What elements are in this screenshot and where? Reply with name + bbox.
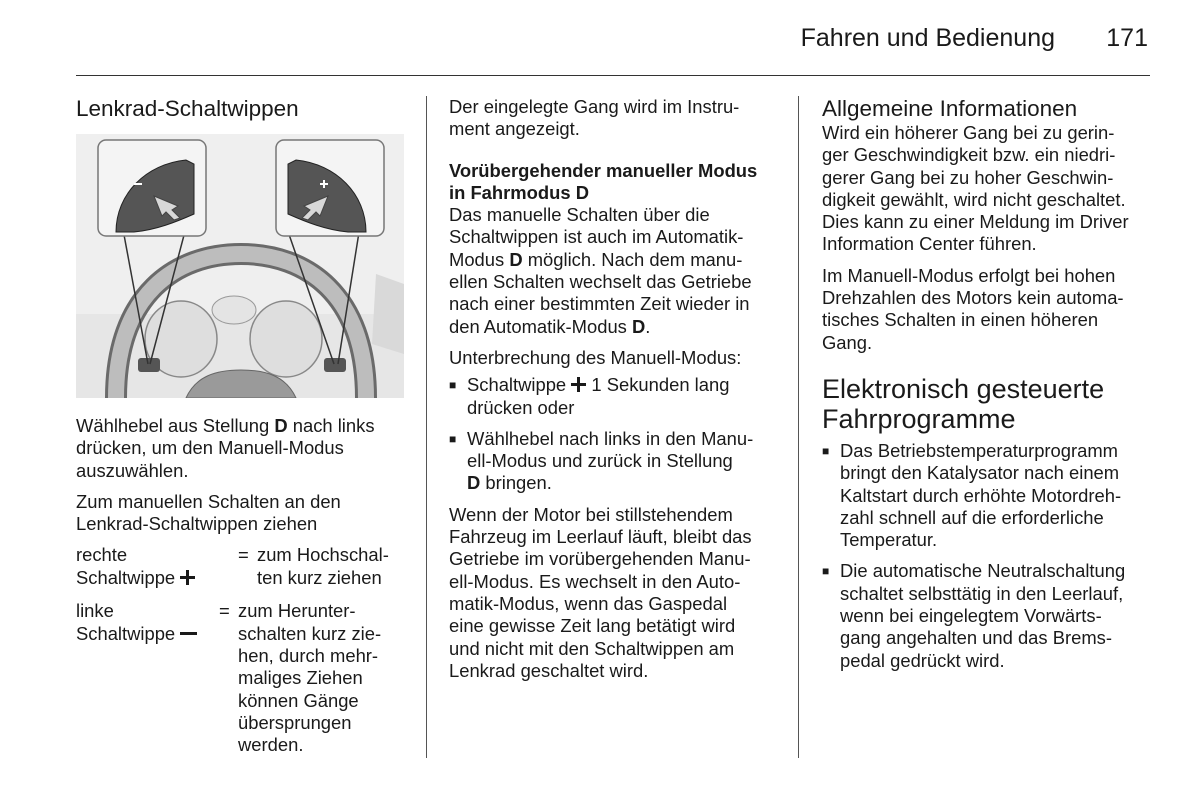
- steering-wheel-illustration: [76, 134, 404, 398]
- running-header-title: Fahren und Bedienung: [800, 24, 1055, 52]
- paragraph-gear-display: Der eingelegte Gang wird im Instru- ment angezeigt.: [449, 96, 740, 140]
- minus-icon: [180, 626, 197, 641]
- list-item: ■ Schaltwippe 1 Sekunden lang drücken oder: [449, 374, 730, 418]
- definition-term: linke Schaltwippe: [76, 600, 197, 645]
- column-2: [449, 96, 789, 682]
- bullet-marker: ■: [822, 443, 830, 458]
- plus-icon: [180, 570, 195, 585]
- column-divider-1: [426, 96, 427, 758]
- section-heading-drive-programs: Elektronisch gesteuerte Fahrprogramme: [822, 373, 1105, 434]
- list-item: ■ Die automatische Neutralschaltung schaltet selbsttätig in den Leerlauf, wenn bei eingelegtem Vorwärts- gang angehalten und das Brems- pedal gedrückt wird.: [822, 560, 1126, 671]
- plus-icon: [571, 377, 586, 392]
- section-heading-general-info: Allgemeine Informationen: [822, 96, 1078, 121]
- paragraph-no-shift: Wird ein höherer Gang bei zu gerin- ger Geschwindigkeit bzw. ein niedri- gerer Gang bei zu hoher Geschwin- digkeit gewählt, wird nicht geschaltet. Dies kann zu einer Meldung im Driver Information Center führen.: [822, 122, 1129, 255]
- paragraph-interrupt: Unterbrechung des Manuell-Modus:: [449, 346, 742, 368]
- column-1-body: [76, 415, 416, 760]
- paragraph-manual-in-auto: Das manuelle Schalten über die Schaltwippen ist auch im Automatik- Modus D möglich. Nach dem manu- ellen Schalten wechselt das Getriebe nach einer bestimmten Zeit wieder in den Automatik-Modus D.: [449, 204, 752, 337]
- definition-right-paddle: [76, 544, 416, 600]
- definition-term: rechte Schaltwippe: [76, 544, 195, 589]
- column-divider-2: [798, 96, 799, 758]
- steering-wheel-drawing: [76, 134, 404, 398]
- definition-equals: =: [219, 600, 230, 622]
- paragraph-pull-paddles: Zum manuellen Schalten an den Lenkrad-Schaltwippen ziehen: [76, 490, 341, 535]
- bullet-marker: ■: [449, 431, 457, 446]
- column-1: [76, 96, 416, 122]
- column-3: [822, 96, 1162, 672]
- definition-left-paddle: [76, 600, 416, 760]
- paragraph-idle: Wenn der Motor bei stillstehendem Fahrzeug im Leerlauf läuft, bleibt das Getriebe im vorübergehenden Manu- ell-Modus. Es wechselt in den Auto- matik-Modus, wenn das Gaspedal eine gewisse Zeit lang betätigt wird und nicht mit den Schaltwippen am Lenkrad geschaltet wird.: [449, 503, 752, 681]
- page-number: 171: [1106, 24, 1148, 52]
- definition-description: zum Hochschal- ten kurz ziehen: [257, 544, 389, 588]
- paragraph-high-rpm: Im Manuell-Modus erfolgt bei hohen Drehzahlen des Motors kein automa- tisches Schalten in einen höheren Gang.: [822, 264, 1124, 353]
- definition-equals: =: [238, 544, 249, 566]
- bullet-marker: ■: [449, 378, 457, 393]
- definition-description: zum Herunter- schalten kurz zie- hen, durch mehr- maliges Ziehen können Gänge übersprungen werden.: [238, 600, 382, 756]
- list-item: ■ Wählhebel nach links in den Manu- ell-Modus und zurück in Stellung D bringen.: [449, 427, 754, 494]
- header-rule: [76, 75, 1150, 76]
- list-item: ■ Das Betriebstemperaturprogramm bringt den Katalysator nach einem Kaltstart durch erhöhte Motordreh- zahl schnell auf die erforderliche Temperatur.: [822, 439, 1122, 551]
- section-heading-paddles: Lenkrad-Schaltwippen: [76, 96, 299, 121]
- paragraph-select-manual: Wählhebel aus Stellung D nach links drücken, um den Manuell-Modus auszuwählen.: [76, 415, 375, 481]
- subheading-temporary-manual: Vorübergehender manueller Modus in Fahrmodus D: [449, 159, 758, 203]
- bullet-marker: ■: [822, 564, 830, 579]
